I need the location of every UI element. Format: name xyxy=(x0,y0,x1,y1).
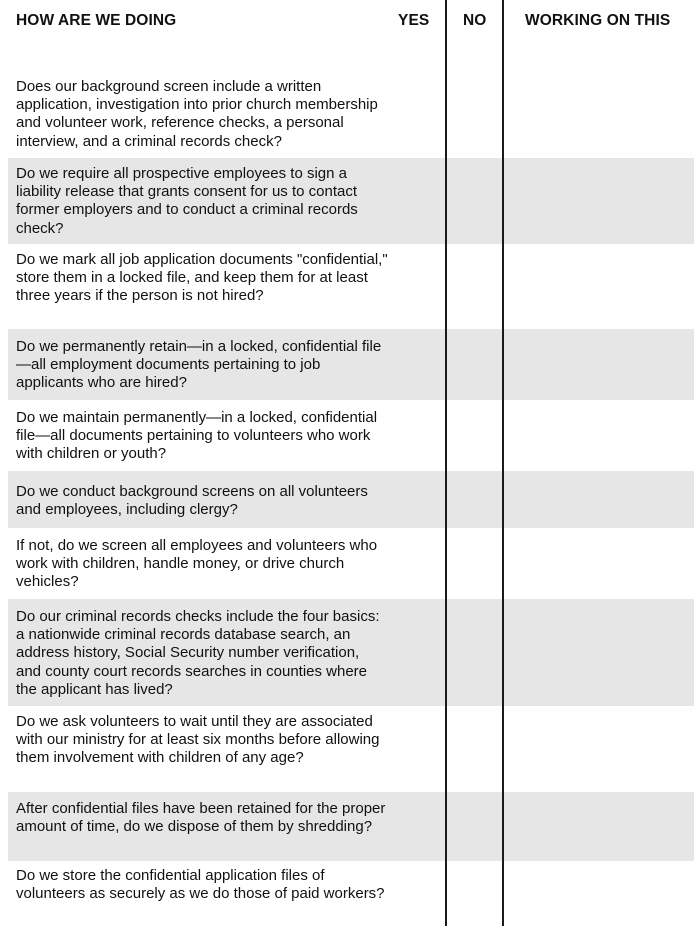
yes-answer-cell[interactable] xyxy=(388,68,444,158)
yes-answer-cell[interactable] xyxy=(388,400,444,471)
no-answer-cell[interactable] xyxy=(447,329,502,400)
table-row xyxy=(8,400,694,471)
working-on-this-cell[interactable] xyxy=(504,599,694,706)
no-answer-cell[interactable] xyxy=(447,158,502,244)
question-text: Do we conduct background screens on all volunteers and employees, including clergy? xyxy=(16,483,368,519)
question-text: Do we permanently retain—in a locked, confidential file—all employment documents pertaining to job applicants who are hired? xyxy=(16,338,382,392)
no-column-header: NO xyxy=(463,12,487,29)
no-answer-cell[interactable] xyxy=(447,861,502,926)
question-text: Do we store the confidential application files of volunteers as securely as we do those of paid workers? xyxy=(16,867,385,903)
question-text: Do we maintain permanently—in a locked, confidential file—all documents pertaining to volunteers who work with children or youth? xyxy=(16,409,378,463)
yes-answer-cell[interactable] xyxy=(388,861,444,926)
table-row xyxy=(8,68,694,158)
yes-answer-cell[interactable] xyxy=(388,706,444,792)
yes-answer-cell[interactable] xyxy=(388,792,444,861)
working-on-this-cell[interactable] xyxy=(504,68,694,158)
working-on-this-cell[interactable] xyxy=(504,861,694,926)
question-text: If not, do we screen all employees and volunteers who work with children, handle money, or drive church vehicles? xyxy=(16,537,378,591)
table-row xyxy=(8,599,694,706)
column-divider-working xyxy=(502,0,504,926)
no-answer-cell[interactable] xyxy=(447,244,502,329)
working-on-this-cell[interactable] xyxy=(504,792,694,861)
no-answer-cell[interactable] xyxy=(447,400,502,471)
question-text: Do we ask volunteers to wait until they are associated with our ministry for at least six months before allowing them involvement with children of any age? xyxy=(16,713,380,767)
column-divider-no xyxy=(445,0,447,926)
question-text: Do our criminal records checks include the four basics: a nationwide criminal records database search, an address history, Social Security number verification, and county court records searches in counties where the applicant has lived? xyxy=(16,608,380,698)
table-row xyxy=(8,158,694,244)
table-row xyxy=(8,471,694,528)
yes-answer-cell[interactable] xyxy=(388,158,444,244)
working-on-this-cell[interactable] xyxy=(504,158,694,244)
yes-answer-cell[interactable] xyxy=(388,599,444,706)
working-on-this-cell[interactable] xyxy=(504,528,694,599)
working-on-this-cell[interactable] xyxy=(504,244,694,329)
table-row xyxy=(8,792,694,861)
table-row xyxy=(8,528,694,599)
no-answer-cell[interactable] xyxy=(447,68,502,158)
question-text: Do we require all prospective employees to sign a liability release that grants consent for us to contact former employers and to conduct a criminal records check? xyxy=(16,165,358,237)
yes-answer-cell[interactable] xyxy=(388,528,444,599)
question-column-header: HOW ARE WE DOING xyxy=(16,12,177,29)
table-row xyxy=(8,244,694,329)
yes-column-header: YES xyxy=(398,12,430,29)
table-row xyxy=(8,861,694,926)
question-text: Does our background screen include a written application, investigation into prior church membership and volunteer work, reference checks, a personal interview, and a criminal records check? xyxy=(16,78,378,150)
working-column-header: WORKING ON THIS xyxy=(525,12,671,29)
no-answer-cell[interactable] xyxy=(447,528,502,599)
no-answer-cell[interactable] xyxy=(447,706,502,792)
yes-answer-cell[interactable] xyxy=(388,471,444,528)
question-text: After confidential files have been retained for the proper amount of time, do we dispose of them by shredding? xyxy=(16,800,386,836)
question-text: Do we mark all job application documents "confidential," store them in a locked file, and keep them for at least three years if the person is not hired? xyxy=(16,251,388,305)
yes-answer-cell[interactable] xyxy=(388,329,444,400)
working-on-this-cell[interactable] xyxy=(504,706,694,792)
no-answer-cell[interactable] xyxy=(447,471,502,528)
working-on-this-cell[interactable] xyxy=(504,329,694,400)
table-row xyxy=(8,706,694,792)
working-on-this-cell[interactable] xyxy=(504,471,694,528)
table-header xyxy=(0,0,700,45)
yes-answer-cell[interactable] xyxy=(388,244,444,329)
working-on-this-cell[interactable] xyxy=(504,400,694,471)
table-row xyxy=(8,329,694,400)
no-answer-cell[interactable] xyxy=(447,599,502,706)
no-answer-cell[interactable] xyxy=(447,792,502,861)
